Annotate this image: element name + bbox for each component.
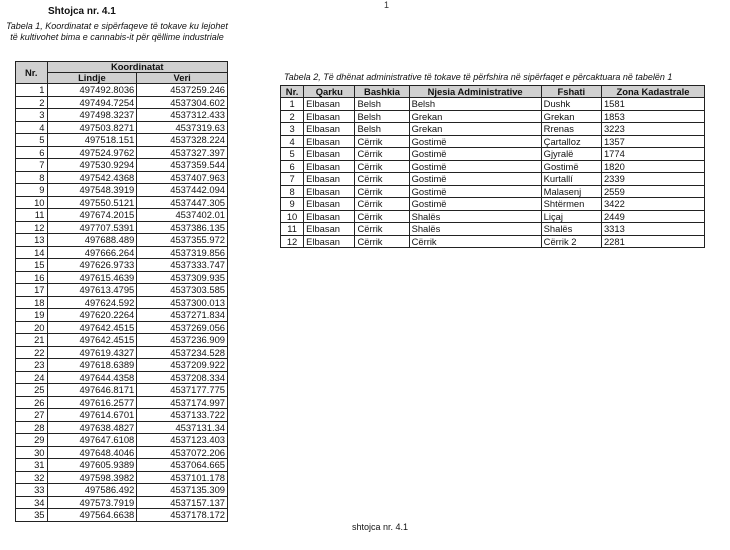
lindje-value: 497646.8171	[47, 384, 137, 397]
table-row	[16, 434, 228, 447]
bashkia-cell: Belsh	[355, 98, 409, 111]
veri-value: 4537319.856	[137, 246, 228, 259]
table-row	[281, 110, 705, 123]
veri-value: 4537157.137	[137, 496, 228, 509]
qarku-cell: Elbasan	[304, 160, 355, 173]
table-row	[16, 284, 228, 297]
fshati-cell: Malasenj	[541, 185, 601, 198]
njesia-cell: Belsh	[409, 98, 541, 111]
table-row	[16, 259, 228, 272]
lindje-value: 497626.9733	[47, 259, 137, 272]
row-number: 3	[16, 109, 48, 122]
lindje-value: 497647.6108	[47, 434, 137, 447]
row-number: 19	[16, 309, 48, 322]
table-row	[16, 146, 228, 159]
table-row	[281, 235, 705, 248]
veri-value: 4537064.665	[137, 459, 228, 472]
qarku-cell: Elbasan	[304, 123, 355, 136]
zona-cell: 3223	[601, 123, 704, 136]
veri-value: 4537135.309	[137, 484, 228, 497]
table-row	[281, 198, 705, 211]
table-row	[16, 409, 228, 422]
row-number: 25	[16, 384, 48, 397]
page-heading: Shtojca nr. 4.1	[48, 6, 116, 17]
table-row	[16, 96, 228, 109]
header-veri: Veri	[137, 73, 228, 84]
table-row	[16, 321, 228, 334]
njesia-cell: Gostimë	[409, 135, 541, 148]
veri-value: 4537355.972	[137, 234, 228, 247]
veri-value: 4537234.528	[137, 346, 228, 359]
bashkia-cell: Belsh	[355, 110, 409, 123]
lindje-value: 497492.8036	[47, 84, 137, 97]
veri-value: 4537386.135	[137, 221, 228, 234]
row-number: 9	[16, 184, 48, 197]
bashkia-cell: Belsh	[355, 123, 409, 136]
row-number: 8	[16, 171, 48, 184]
row-number: 10	[16, 196, 48, 209]
zona-cell: 2339	[601, 173, 704, 186]
njesia-cell: Grekan	[409, 110, 541, 123]
veri-value: 4537407.963	[137, 171, 228, 184]
row-number: 29	[16, 434, 48, 447]
row-number: 8	[281, 185, 304, 198]
zona-cell: 1820	[601, 160, 704, 173]
table-row	[16, 459, 228, 472]
veri-value: 4537208.334	[137, 371, 228, 384]
table-row	[281, 173, 705, 186]
lindje-value: 497605.9389	[47, 459, 137, 472]
fshati-cell: Gostimë	[541, 160, 601, 173]
veri-value: 4537174.997	[137, 396, 228, 409]
lindje-value: 497666.264	[47, 246, 137, 259]
fshati-cell: Liçaj	[541, 210, 601, 223]
veri-value: 4537312.433	[137, 109, 228, 122]
veri-value: 4537101.178	[137, 471, 228, 484]
bashkia-cell: Cërrik	[355, 235, 409, 248]
qarku-cell: Elbasan	[304, 148, 355, 161]
zona-cell: 3313	[601, 223, 704, 236]
qarku-cell: Elbasan	[304, 223, 355, 236]
veri-value: 4537304.602	[137, 96, 228, 109]
table-row	[16, 496, 228, 509]
table-row	[16, 209, 228, 222]
bashkia-cell: Cërrik	[355, 135, 409, 148]
table-row	[16, 184, 228, 197]
qarku-cell: Elbasan	[304, 173, 355, 186]
row-number: 20	[16, 321, 48, 334]
row-number: 4	[16, 121, 48, 134]
table-row	[16, 296, 228, 309]
veri-value: 4537359.544	[137, 159, 228, 172]
header-njesia: Njesia Administrative	[409, 86, 541, 98]
table-row	[281, 160, 705, 173]
administrative-table	[280, 85, 705, 248]
row-number: 3	[281, 123, 304, 136]
header-qarku: Qarku	[304, 86, 355, 98]
fshati-cell: Gjyralë	[541, 148, 601, 161]
table-row	[16, 196, 228, 209]
row-number: 5	[16, 134, 48, 147]
table2-caption: Tabela 2, Të dhënat administrative të tokave të përfshira në sipërfaqet e përcaktuara në tabelën 1	[284, 72, 673, 82]
njesia-cell: Gostimë	[409, 185, 541, 198]
table1-caption: Tabela 1, Koordinatat e sipërfaqeve të tokave ku lejohet të kultivohet bima e cannabis-it për qëllime industriale	[6, 21, 228, 42]
header-nr: Nr.	[16, 62, 48, 84]
fshati-cell: Grekan	[541, 110, 601, 123]
table-row	[16, 346, 228, 359]
row-number: 6	[281, 160, 304, 173]
page-number: 1	[384, 0, 390, 10]
lindje-value: 497503.8271	[47, 121, 137, 134]
fshati-cell: Rrenas	[541, 123, 601, 136]
row-number: 4	[281, 135, 304, 148]
table-row	[16, 334, 228, 347]
page-footer: shtojca nr. 4.1	[352, 522, 409, 532]
veri-value: 4537309.935	[137, 271, 228, 284]
bashkia-cell: Cërrik	[355, 198, 409, 211]
veri-value: 4537442.094	[137, 184, 228, 197]
lindje-value: 497564.6638	[47, 509, 137, 522]
table-row	[16, 471, 228, 484]
table-row	[16, 171, 228, 184]
table-row	[281, 223, 705, 236]
table-row	[16, 221, 228, 234]
row-number: 24	[16, 371, 48, 384]
lindje-value: 497624.592	[47, 296, 137, 309]
lindje-value: 497598.3982	[47, 471, 137, 484]
zona-cell: 2449	[601, 210, 704, 223]
row-number: 18	[16, 296, 48, 309]
header-fshati: Fshati	[541, 86, 601, 98]
lindje-value: 497548.3919	[47, 184, 137, 197]
header-coordinates: Koordinatat	[47, 62, 228, 73]
lindje-value: 497550.5121	[47, 196, 137, 209]
row-number: 22	[16, 346, 48, 359]
row-number: 27	[16, 409, 48, 422]
lindje-value: 497615.4639	[47, 271, 137, 284]
lindje-value: 497644.4358	[47, 371, 137, 384]
table-row	[16, 509, 228, 522]
row-number: 32	[16, 471, 48, 484]
qarku-cell: Elbasan	[304, 98, 355, 111]
veri-value: 4537123.403	[137, 434, 228, 447]
njesia-cell: Grekan	[409, 123, 541, 136]
lindje-value: 497619.4327	[47, 346, 137, 359]
row-number: 31	[16, 459, 48, 472]
lindje-value: 497642.4515	[47, 334, 137, 347]
row-number: 35	[16, 509, 48, 522]
row-number: 11	[281, 223, 304, 236]
table-row	[16, 384, 228, 397]
row-number: 17	[16, 284, 48, 297]
lindje-value: 497613.4795	[47, 284, 137, 297]
lindje-value: 497518.151	[47, 134, 137, 147]
lindje-value: 497620.2264	[47, 309, 137, 322]
table-row	[16, 109, 228, 122]
veri-value: 4537447.305	[137, 196, 228, 209]
veri-value: 4537177.775	[137, 384, 228, 397]
table-row	[16, 309, 228, 322]
table-row	[16, 271, 228, 284]
qarku-cell: Elbasan	[304, 135, 355, 148]
table-row	[281, 123, 705, 136]
coordinates-table	[15, 61, 228, 522]
lindje-value: 497614.6701	[47, 409, 137, 422]
fshati-cell: Dushk	[541, 98, 601, 111]
veri-value: 4537269.056	[137, 321, 228, 334]
bashkia-cell: Cërrik	[355, 223, 409, 236]
table-row	[16, 371, 228, 384]
header-lindje: Lindje	[47, 73, 137, 84]
veri-value: 4537178.172	[137, 509, 228, 522]
veri-value: 4537131.34	[137, 421, 228, 434]
qarku-cell: Elbasan	[304, 210, 355, 223]
veri-value: 4537333.747	[137, 259, 228, 272]
zona-cell: 2281	[601, 235, 704, 248]
njesia-cell: Gostimë	[409, 160, 541, 173]
row-number: 26	[16, 396, 48, 409]
lindje-value: 497498.3237	[47, 109, 137, 122]
zona-cell: 1581	[601, 98, 704, 111]
row-number: 1	[281, 98, 304, 111]
table-row	[16, 134, 228, 147]
veri-value: 4537209.922	[137, 359, 228, 372]
lindje-value: 497648.4046	[47, 446, 137, 459]
lindje-value: 497616.2577	[47, 396, 137, 409]
njesia-cell: Gostimë	[409, 148, 541, 161]
lindje-value: 497642.4515	[47, 321, 137, 334]
row-number: 10	[281, 210, 304, 223]
row-number: 16	[16, 271, 48, 284]
lindje-value: 497542.4368	[47, 171, 137, 184]
row-number: 6	[16, 146, 48, 159]
row-number: 1	[16, 84, 48, 97]
njesia-cell: Shalës	[409, 223, 541, 236]
veri-value: 4537327.397	[137, 146, 228, 159]
zona-cell: 3422	[601, 198, 704, 211]
row-number: 7	[16, 159, 48, 172]
bashkia-cell: Cërrik	[355, 148, 409, 161]
row-number: 2	[281, 110, 304, 123]
lindje-value: 497573.7919	[47, 496, 137, 509]
bashkia-cell: Cërrik	[355, 185, 409, 198]
fshati-cell: Cërrik 2	[541, 235, 601, 248]
table-row	[16, 446, 228, 459]
row-number: 21	[16, 334, 48, 347]
table-row	[16, 246, 228, 259]
row-number: 7	[281, 173, 304, 186]
lindje-value: 497707.5391	[47, 221, 137, 234]
fshati-cell: Çartalloz	[541, 135, 601, 148]
veri-value: 4537319.63	[137, 121, 228, 134]
row-number: 11	[16, 209, 48, 222]
zona-cell: 1774	[601, 148, 704, 161]
table-row	[16, 159, 228, 172]
veri-value: 4537133.722	[137, 409, 228, 422]
row-number: 28	[16, 421, 48, 434]
lindje-value: 497638.4827	[47, 421, 137, 434]
row-number: 23	[16, 359, 48, 372]
table-row	[281, 148, 705, 161]
fshati-cell: Kurtallí	[541, 173, 601, 186]
row-number: 5	[281, 148, 304, 161]
zona-cell: 2559	[601, 185, 704, 198]
table-row	[16, 121, 228, 134]
bashkia-cell: Cërrik	[355, 210, 409, 223]
table-row	[281, 98, 705, 111]
row-number: 9	[281, 198, 304, 211]
table-row	[281, 135, 705, 148]
header-nr: Nr.	[281, 86, 304, 98]
table-row	[16, 396, 228, 409]
bashkia-cell: Cërrik	[355, 160, 409, 173]
lindje-value: 497674.2015	[47, 209, 137, 222]
lindje-value: 497494.7254	[47, 96, 137, 109]
lindje-value: 497688.489	[47, 234, 137, 247]
table-row	[281, 210, 705, 223]
row-number: 30	[16, 446, 48, 459]
row-number: 12	[281, 235, 304, 248]
qarku-cell: Elbasan	[304, 110, 355, 123]
njesia-cell: Cërrik	[409, 235, 541, 248]
lindje-value: 497524.9762	[47, 146, 137, 159]
zona-cell: 1853	[601, 110, 704, 123]
table-row	[16, 84, 228, 97]
row-number: 13	[16, 234, 48, 247]
lindje-value: 497618.6389	[47, 359, 137, 372]
row-number: 12	[16, 221, 48, 234]
njesia-cell: Gostimë	[409, 173, 541, 186]
zona-cell: 1357	[601, 135, 704, 148]
fshati-cell: Shalës	[541, 223, 601, 236]
lindje-value: 497586.492	[47, 484, 137, 497]
table-row	[16, 421, 228, 434]
qarku-cell: Elbasan	[304, 185, 355, 198]
bashkia-cell: Cërrik	[355, 173, 409, 186]
veri-value: 4537072.206	[137, 446, 228, 459]
header-bashkia: Bashkia	[355, 86, 409, 98]
row-number: 2	[16, 96, 48, 109]
header-zona: Zona Kadastrale	[601, 86, 704, 98]
veri-value: 4537303.585	[137, 284, 228, 297]
table-row	[16, 234, 228, 247]
veri-value: 4537300.013	[137, 296, 228, 309]
table-row	[16, 359, 228, 372]
veri-value: 4537236.909	[137, 334, 228, 347]
veri-value: 4537328.224	[137, 134, 228, 147]
qarku-cell: Elbasan	[304, 198, 355, 211]
lindje-value: 497530.9294	[47, 159, 137, 172]
table-row	[16, 484, 228, 497]
qarku-cell: Elbasan	[304, 235, 355, 248]
row-number: 14	[16, 246, 48, 259]
row-number: 33	[16, 484, 48, 497]
veri-value: 4537271.834	[137, 309, 228, 322]
veri-value: 4537259.246	[137, 84, 228, 97]
veri-value: 4537402.01	[137, 209, 228, 222]
njesia-cell: Gostimë	[409, 198, 541, 211]
njesia-cell: Shalës	[409, 210, 541, 223]
row-number: 34	[16, 496, 48, 509]
row-number: 15	[16, 259, 48, 272]
fshati-cell: Shtërmen	[541, 198, 601, 211]
table-row	[281, 185, 705, 198]
